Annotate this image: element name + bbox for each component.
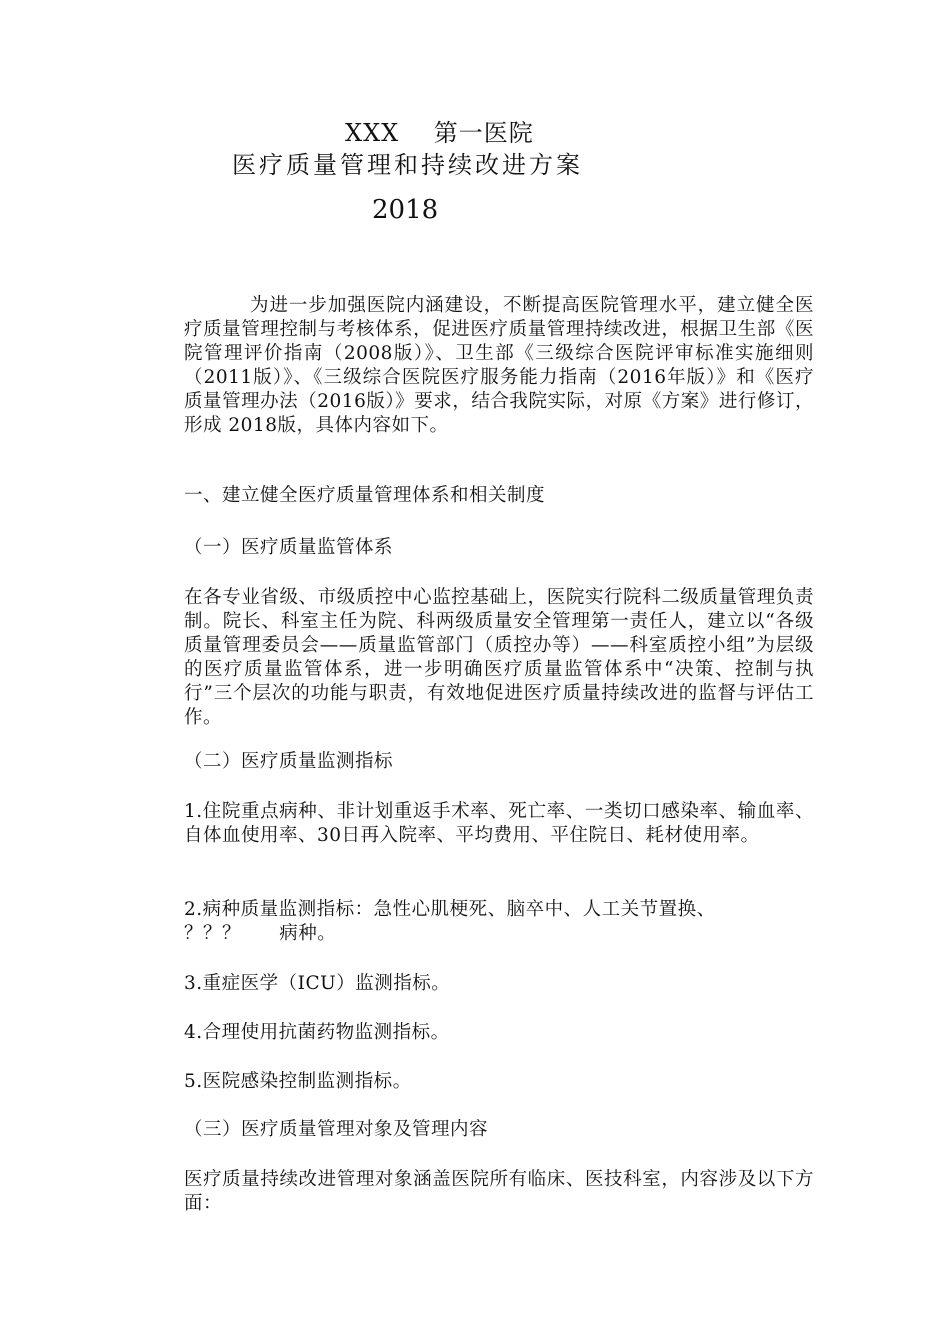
intro-paragraph: 为进一步加强医院内涵建设，不断提高医院管理水平，建立健全医疗质量管理控制与考核体系，促进医疗质量管理持续改进，根据卫生部《医院管理评价指南（2008版）》、卫生部《三级综合医院评审标准实施细则（2011版）》、《三级综合医院医疗服务能力指南（2016年版）》和《医疗质量管理办法（2016版）》要求，结合我院实际，对原《方案》进行修订，形成 2018版，具体内容如下。 [184, 295, 814, 436]
document-title: 医疗质量管理和持续改进方案 [232, 151, 583, 179]
section-heading-1: 一、建立健全医疗质量管理体系和相关制度 [184, 485, 546, 506]
subsection-heading-2: （二）医疗质量监测指标 [184, 751, 394, 772]
indicator-item-5: 5.医院感染控制监测指标。 [184, 1071, 412, 1092]
indicator-item-1: 1.住院重点病种、非计划重返手术率、死亡率、一类切口感染率、输血率、自体血使用率、30日再入院率、平均费用、平住院日、耗材使用率。 [184, 801, 814, 846]
document-year: 2018 [372, 195, 439, 225]
indicator-item-4: 4.合理使用抗菌药物监测指标。 [184, 1022, 450, 1043]
subsection-heading-3: （三）医疗质量管理对象及管理内容 [184, 1119, 489, 1140]
indicator-item-3: 3.重症医学（ICU）监测指标。 [184, 973, 451, 994]
subsection-3-paragraph: 医疗质量持续改进管理对象涵盖医院所有临床、医技科室，内容涉及以下方面： [184, 1169, 814, 1214]
indicator-item-2: 2.病种质量监测指标：急性心肌梗死、脑卒中、人工关节置换、 [184, 899, 716, 920]
subsection-heading-1: （一）医疗质量监管体系 [184, 537, 394, 558]
hospital-name-title: XXX 第一医院 [345, 119, 534, 147]
indicator-item-2-continuation: ？？？ 病种。 [184, 923, 337, 944]
subsection-1-paragraph: 在各专业省级、市级质控中心监控基础上，医院实行院科二级质量管理负责制。院长、科室主任为院、科两级质量安全管理第一责任人，建立以“各级质量管理委员会——质量监管部门（质控办等）——科室质控小组”为层级的医疗质量监管体系，进一步明确医疗质量监管体系中“决策、控制与执行”三个层次的功能与职责，有效地促进医疗质量持续改进的监督与评估工作。 [184, 587, 814, 728]
